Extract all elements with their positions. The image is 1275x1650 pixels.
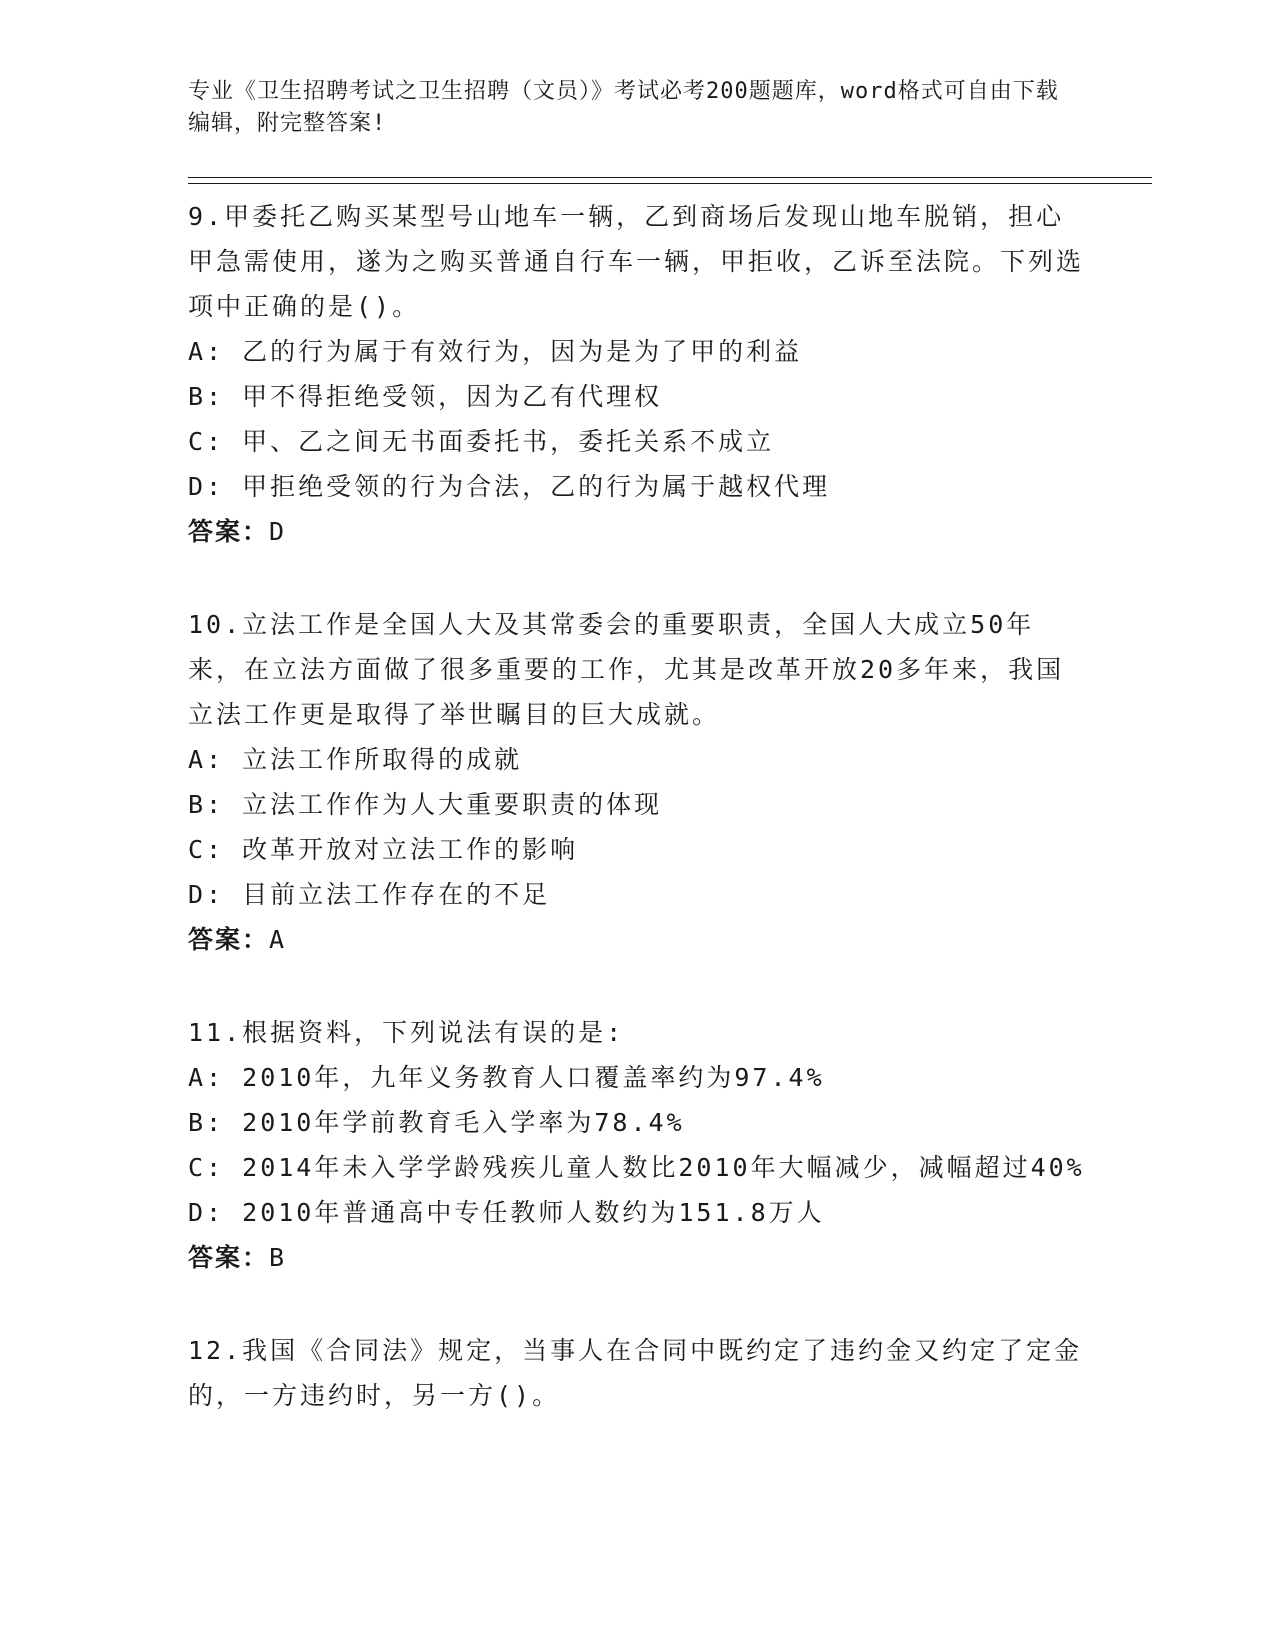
option-b: B: 2010年学前教育毛入学率为78.4%	[188, 1108, 685, 1137]
question-10	[188, 602, 1088, 962]
header-divider-bottom	[188, 183, 1152, 184]
option-a: A: 立法工作所取得的成就	[188, 745, 523, 774]
question-11	[188, 1010, 1088, 1280]
answer-value: B	[269, 1243, 287, 1272]
answer-value: A	[269, 925, 287, 954]
answer-label: 答案：	[188, 517, 270, 546]
answer-label: 答案：	[188, 925, 270, 954]
question-list	[188, 194, 1088, 1466]
question-9	[188, 194, 1088, 554]
answer-line	[188, 509, 1088, 554]
answer-value: D	[269, 517, 287, 546]
question-stem: 10.立法工作是全国人大及其常委会的重要职责，全国人大成立50年来，在立法方面做了很多重要的工作，尤其是改革开放20多年来，我国立法工作更是取得了举世瞩目的巨大成就。	[188, 610, 1065, 729]
question-12	[188, 1328, 1088, 1418]
question-stem: 12.我国《合同法》规定，当事人在合同中既约定了违约金又约定了定金的，一方违约时，另一方()。	[188, 1336, 1083, 1410]
option-d: D: 目前立法工作存在的不足	[188, 880, 551, 909]
document-header	[188, 76, 1068, 140]
option-d: D: 甲拒绝受领的行为合法，乙的行为属于越权代理	[188, 472, 831, 501]
header-divider-top	[188, 177, 1152, 178]
option-d: D: 2010年普通高中专任教师人数约为151.8万人	[188, 1198, 825, 1227]
question-stem: 11.根据资料，下列说法有误的是:	[188, 1018, 625, 1047]
header-text: 专业《卫生招聘考试之卫生招聘（文员）》考试必考200题题库，word格式可自由下载编辑，附完整答案!	[188, 79, 1059, 136]
option-b: B: 甲不得拒绝受领，因为乙有代理权	[188, 382, 663, 411]
option-c: C: 甲、乙之间无书面委托书，委托关系不成立	[188, 427, 775, 456]
option-c: C: 2014年未入学学龄残疾儿童人数比2010年大幅减少，减幅超过40%	[188, 1153, 1085, 1182]
option-a: A: 2010年，九年义务教育人口覆盖率约为97.4%	[188, 1063, 825, 1092]
option-b: B: 立法工作作为人大重要职责的体现	[188, 790, 663, 819]
option-a: A: 乙的行为属于有效行为，因为是为了甲的利益	[188, 337, 803, 366]
answer-label: 答案：	[188, 1243, 270, 1272]
option-c: C: 改革开放对立法工作的影响	[188, 835, 579, 864]
answer-line	[188, 917, 1088, 962]
answer-line	[188, 1235, 1088, 1280]
question-stem: 9.甲委托乙购买某型号山地车一辆，乙到商场后发现山地车脱销，担心甲急需使用，遂为之购买普通自行车一辆，甲拒收，乙诉至法院。下列选项中正确的是()。	[188, 202, 1085, 321]
